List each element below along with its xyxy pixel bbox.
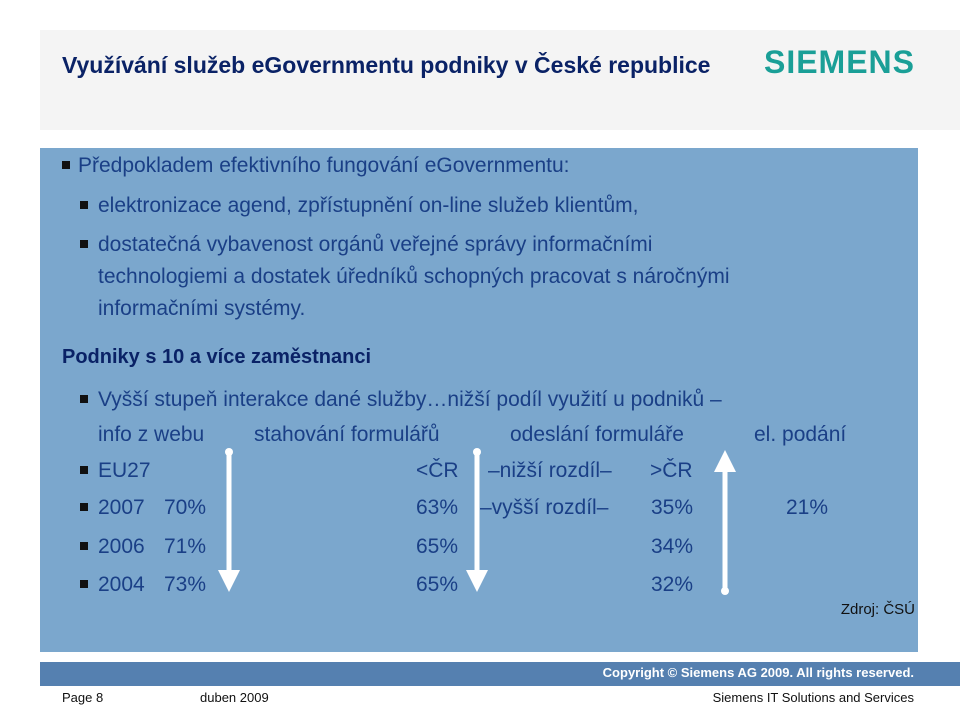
- row-value-submit-eu: 35%: [651, 496, 694, 519]
- bullet-icon: [80, 580, 88, 588]
- intro-line: Předpokladem efektivního fungování eGovernmentu:: [78, 154, 570, 177]
- bullet-icon: [62, 161, 70, 169]
- col-header-info: info z webu: [98, 423, 205, 446]
- eu27-label: EU27: [98, 459, 151, 482]
- bullet-icon: [80, 542, 88, 550]
- page-number: Page 8: [62, 690, 104, 705]
- bullet-icon: [80, 395, 88, 403]
- cz-higher-label: >ČR: [650, 459, 693, 482]
- bullet-icon: [80, 466, 88, 474]
- row-year: 2007: [98, 496, 145, 519]
- source-note: Zdroj: ČSÚ: [840, 601, 915, 618]
- row-value-info: 71%: [164, 535, 207, 558]
- interaction-line: Vyšší stupeň interakce dané služby…nižší podíl využití u podniků –: [98, 388, 722, 411]
- footer-date: duben 2009: [200, 690, 269, 705]
- cz-lower-label: <ČR: [416, 459, 459, 482]
- row-value-info: 70%: [164, 496, 207, 519]
- siemens-logo: SIEMENS: [763, 44, 915, 80]
- row-year: 2004: [98, 573, 145, 596]
- row-value-info: 73%: [164, 573, 207, 596]
- bullet-icon: [80, 201, 88, 209]
- row-value-submit-eu: 32%: [651, 573, 694, 596]
- row-value-submit: 65%: [416, 573, 459, 596]
- bullet-line-2a: dostatečná vybavenost orgánů veřejné správy informačními: [98, 233, 653, 256]
- slide-title: Využívání služeb eGovernmentu podniky v České republice: [62, 52, 711, 78]
- bullet-line-1: elektronizace agend, zpřístupnění on-line služeb klientům,: [98, 194, 639, 217]
- down-arrow-icon: [218, 448, 240, 594]
- row-year: 2006: [98, 535, 145, 558]
- down-arrow-icon: [466, 448, 488, 594]
- bullet-line-2b: technologiemi a dostatek úředníků schopných pracovat s náročnými: [98, 265, 730, 288]
- col-header-epodani: el. podání: [754, 423, 847, 446]
- col-header-download: stahování formulářů: [254, 423, 440, 446]
- row-value-submit-eu: 34%: [651, 535, 694, 558]
- footer-company: Siemens IT Solutions and Services: [712, 690, 914, 705]
- copyright: Copyright © Siemens AG 2009. All rights reserved.: [602, 665, 914, 680]
- lower-diff-label: –nižší rozdíl–: [488, 459, 612, 482]
- bullet-line-2c: informačními systémy.: [98, 297, 306, 320]
- higher-diff-label: –vyšší rozdíl–: [480, 496, 609, 519]
- row-value-submit: 65%: [416, 535, 459, 558]
- up-arrow-icon: [714, 450, 736, 596]
- bullet-icon: [80, 240, 88, 248]
- section-heading: Podniky s 10 a více zaměstnanci: [62, 346, 372, 368]
- row-value-epodani: 21%: [786, 496, 829, 519]
- bullet-icon: [80, 503, 88, 511]
- col-header-submit: odeslání formuláře: [510, 423, 684, 446]
- row-value-submit: 63%: [416, 496, 459, 519]
